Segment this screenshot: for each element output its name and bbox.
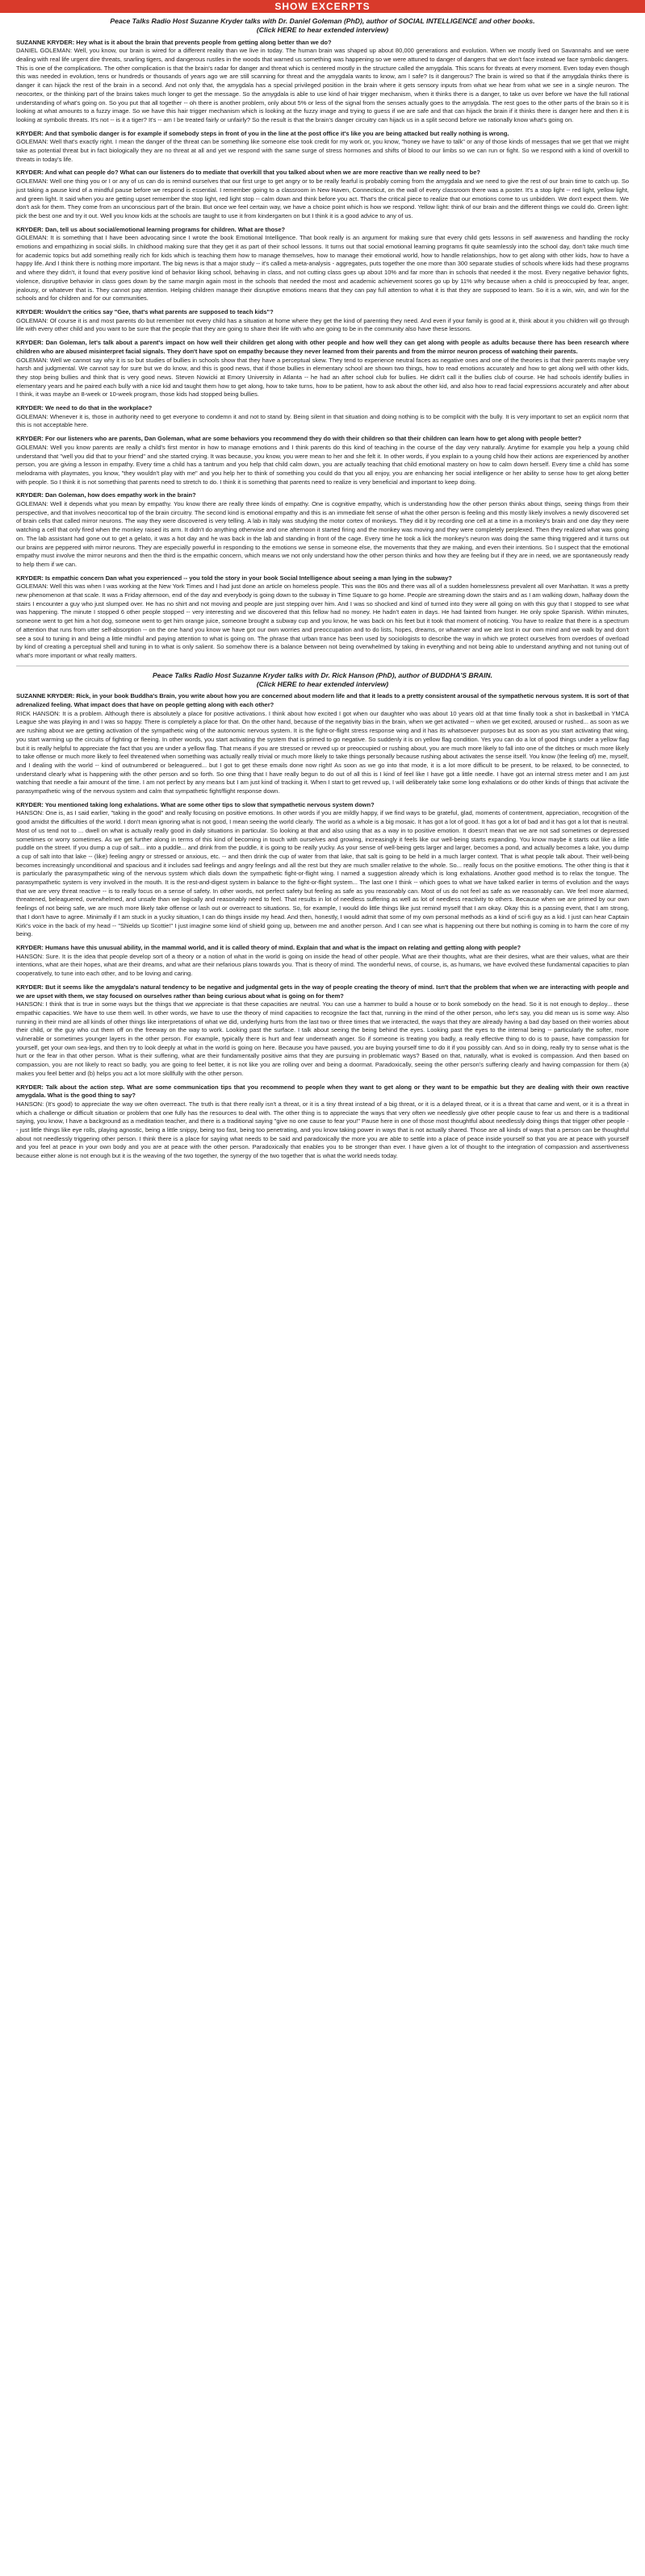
question: KRYDER: And what can people do? What can our listeners do to mediate that overkill that you talked about when we are more reactive than we really need to be?	[16, 169, 480, 177]
excerpts-content	[0, 17, 645, 1161]
answer: RICK HANSON: It is a problem. Although there is absolutely a place for positive activations. I think about how excited I got when our daughter who was about 10 years old at that time finally took a shot in basketball in YMCA League she was playing in and I was so happy. There is completely a place for that. On the other hand, because of the negativity bias in the brain, when we get activated -- when we get excited, aroused or rushed... as soon as we are rushing about we are getting activation of the sympathetic wing of the autonomic nervous system. It is the fight-or-flight stress response wing and it has its whatsoever purposes but as soon as you start activating that wing, you start warming up the circuits of fighting or fleeing. In other words, you start activating the system that is primed to go negative. So suddenly it is on yellow flag condition. Yes you can do a lot of good things under a yellow flag but it is really helpful to appreciate the fact that you are under a yellow flag. That means if you are stressed or revved up or preoccupied or rushing about, you are much more likely to fall into one of the ditches or much more likely to take offense or much more likely to feel threatened when something was actually really trivial or much more likely to take things personally because rushing about activates the sense itself. You know (the feeling of) me, myself, and I dealing with the world -- kind of outnumbered or beleaguered... but I got to get these emails done now right! As soon as we go into that mode, it is a lot more difficult to be present, to be relaxed, to be connected, to understand clearly what is happening with the other person and so forth. So one thing that I have really begun to do out of all this is I kind of feel like I have got a little needle. I have got an internal stress meter and I am just watching that needle a fair amount of the time. I am not perfect by any means but I am just kind of tracking it. When I start to get revved up, I will deliberately take some long exhalations or do other kinds of things that activate the parasympathetic wing of the nervous system and calm that sympathetic fight/flight response down.	[16, 709, 629, 795]
qa-item	[16, 944, 629, 979]
answer: HANSON: (It's good) to appreciate the way we often overreact. The truth is that there really isn't a threat, or it is a tiny threat instead of a big threat, or it is a delayed threat, or it is a threat that came and went, or it is a threat in which a challenge or difficult situation or problem that one fully has the resources to deal with. The other thing is to appreciate the ways that very often we needlessly give other people cause to fear us and there is a traditional saying, you know, I have a background as a meditation teacher, and there is a traditional saying "give no one cause to fear you!" Pause here in one of those most thoughtful about needlessly doing things that trigger other people -- just little things like eye rolls, playing agnostic, being a little snippy, being too fast, being too penetrating, and you know taking power in ways that is not actually shared. Those are all kinds of ways that a person can be thoughtful about not needlessly triggering other person. I think there is a place for saying what needs to be said and paradoxically the more you are able to settle into a place of peace inside yourself so that you are at peace with yourself and you feel at peace in your own body and you are at peace with the other person. Paradoxically that enables you to be stronger than ever. I have given a lot of thought to the integration of compassion and assertiveness because either alone is not enough but it is the weaving of the two together, the synergy of the two together that is what the world needs today.	[16, 1100, 629, 1160]
qa-item	[16, 226, 629, 303]
qa-item	[16, 339, 629, 399]
question: KRYDER: Wouldn't the critics say "Gee, that's what parents are supposed to teach kids"?	[16, 307, 274, 315]
qa-item	[16, 983, 629, 1079]
question: SUZANNE KRYDER: Rick, in your book Buddha's Brain, you write about how you are concerned about modern life and that it leads to a pretty consistent arousal of the sympathetic nervous system. It is sort of that adrenalized feeling. What impact does that have on people getting along with each other?	[16, 692, 629, 708]
question: KRYDER: But it seems like the amygdala's natural tendency to be negative and judgmental gets in the way of people creating the theory of mind. Isn't that the problem that when we are interacting with people and we are upset with them, we stay focused on ourselves rather than being curious about what is going on for them?	[16, 983, 629, 1000]
qa-item	[16, 435, 629, 486]
qa-item	[16, 491, 629, 569]
answer: GOLEMAN: Well this was when I was working at the New York Times and I had just done an article on homeless people. This was the 80s and there was all of a sudden homelessness prevalent all over Manhattan. It was a pretty new phenomenon at that scale. It was a Friday afternoon, end of the day and everybody is going down to the subway in Time Square to go home. People are streaming down the stairs and as I am walking down, halfway down the stairs I encounter a guy who just slumped over. He has no shirt and not moving and people are just stepping over him. And I was so shocked and kind of turned into they were all going on with this guy that I stopped to see what was happening. The minute I stopped 6 other people stopped -- very interesting and we discovered that this fellow had no money. He hadn't eaten in days. He had fainted from hunger. He only spoke Spanish. Within minutes, someone went to get him a hot dog, someone went to get him orange juice, someone brought a subway cup and you know, he was back on his feet but it took that moment of noticing. You have to realize that there is a spectrum of attention that runs from utter self-absorption -- on the one hand you know we have got our own worries and preoccupation and to do lists, hopes, dreams, or whatever and we are lost in our own mind and we walk by and don't see a soul to tuning in and being a little mindful and paying attention to what is going on. The phrase that urban trance has been used by sociologists to describe the way in which we protect ourselves from overdoes of overload by kind of creating a perceptual shell and tuning in to what is only salient. So somehow there is a balance between not being overwhelmed by taking in everything and not being able to understand anything and not tuning out of what's more important or what really matters.	[16, 582, 629, 659]
show-excerpts-banner: SHOW EXCERPTS	[0, 0, 645, 13]
answer: GOLEMAN: Whenever it is, those in authority need to get everyone to condemn it and not to stand by. Being silent in that situation and doing nothing is to be complicit with the bully. It is very important to set an explicit norm that this is not acceptable here.	[16, 412, 629, 429]
answer: GOLEMAN: It is something that I have been advocating since I wrote the book Emotional Intelligence. That book really is an argument for making sure that every child gets lessons in self awareness and handling the rocky emotions and empathizing in social skills. In childhood making sure that they get it as part of their school lessons. It turns out that social emotional learning programs fit quite seamlessly into the school day, don't take much time for academic topics but add something really rich for kids which is teaching them how to manage themselves, how to manage their emotional world, how to handle relationships, how to get along with other kids, how to have a happy life. And I think there is nothing more important. The big news is that a major study -- it's called a meta-analysis - aggregates, puts together the one more than 300 separate studies of schools where kids had these programs and where they didn't, it found that every positive kind of behavior liking school, behaving in class, and not cutting class goes up about 10% and far more than in schools that needed it the most. Every negative behavior fights, violence, disruptive behavior in class goes down by the same margin again most in the schools that needed the most and academic achievement scores go up by 11% why because when a child is preoccupied by fear, anger, jealousy, or whatever that is. They cannot pay attention. Helping children manage their disruptive emotions means that they can pay full attention to what it is that they are supposed to learn. So it is a win, win, and win for the schools and for children and for our communities.	[16, 234, 629, 303]
answer: GOLEMAN: Well that's exactly right. I mean the danger of the threat can be something like someone else took credit for my work or, you know, "honey we have to talk" or any of those kinds of messages that we get that we might take as potential threat but in fact biologically they are no threat at all and yet we respond with the same surge of stress hormones and shifts of blood to our limbs so we can run or fight. So we respond with a kind of overkill to threats in today's life.	[16, 138, 629, 163]
answer: GOLEMAN: Well it depends what you mean by empathy. You know there are really three kinds of empathy. One is cognitive empathy, which is understanding how the other person thinks about things, seeing things from their perspective, and that involves neocortical top of the brain circuitry. The second kind is emotional empathy and this is an immediate felt sense of what the other person is feeling and this mostly likely involves a newly discovered set of brain cells that called mirror neurons. The way they were discovered is very telling. A lab in Italy was studying the motor cortex of monkeys. They did it by recording one cell at a time in a monkey's brain and one day they were watching a cell that only fired when the monkey raised its arm. It didn't do anything otherwise and one afternoon it started firing and the monkey was moving and they were completely perplexed. Then they realized what was going on. The lab assistant had gone out to get a gelato, it was a hot day and he was back in the lab and standing in front of the cage. Every time he took a lick the monkey's neuron was doing the same thing triggered and it turns out our brains are peppered with mirror neurons. They are especially powerful in responding to the emotions we sense in someone else, the movements that they are making, and even their intentions. So I suspect that the emotional empathy must involve the mirror neurons and then the third is the empathic concern, which means we not only understand how the other person thinks and how they are feeling but if they are in need, we are spontaneously ready to help them if we can.	[16, 500, 629, 568]
qa-item	[16, 574, 629, 661]
question: KRYDER: For our listeners who are parents, Dan Goleman, what are some behaviors you recommend they do with their children so that their children can learn how to get along with people better?	[16, 435, 582, 443]
answer: GOLEMAN: Well we cannot say why it is so but studies of bullies in schools show that they have a perceptual skew. They tend to experience neutral faces as negative ones and one of the theories is that their parents maybe very harsh and judgmental. We cannot say for sure but we do know, and this is good news, that if those bullies in elementary school are shown two things, how to read emotions accurately and how to get along well with other kids, they stop being bullies and think that is very good news. Steven Nowicki at Emory University in Atlanta -- he had an after school club for bullies. He didn't call it the bullies club of course. He had schools identify bullies in elementary years and he paired each bully with a nice kid and taught them how to get along, how to take turns, how to be patient, how to ask about the other kid, and also how to read facial expressions accurately and after about I think, it was maybe an 8-week or 10-week program, those kids had stopped being bullies.	[16, 356, 629, 399]
goleman-extended-interview-link[interactable]: (Click HERE to hear extended interview)	[256, 25, 389, 34]
answer: DANIEL GOLEMAN: Well, you know, our brain is wired for a different reality than we live in today. The human brain was shaped up about 80,000 generations and evolution. When we mostly lived on Savannahs and we were dealing with real life urgent dire threats, snarling tigers, and dangerous rustles in the woods that warned us something was happening so we were attuned to danger of dangers that we don't face instead we face symbolic dangers. This is one of the complications. The other complication is that the brain's radar for danger and threat which is centered mostly in the structure called the amygdala. This scans for threats at every moment. Even today even though this was needed in evolution, tens or hundreds or thousands of years ago we are still scanning for threat and the amygdala wants to know, am I safe? Is it dangerous? The brain is wired so that if the amygdala thinks there is danger it can hijack the rest of the brain in a second. And not only that, the amygdala has a special privileged position in the brain where it gets sensory inputs from what we hear from what we see in a single neuron. The neocortex, or the thinking part of the brains takes much longer to get the message. So the amygdala is able to use kind of hair trigger mechanism, when it thinks there is a danger, to take us over before we have the full rational understanding of what's going on. So you put that all together -- oh there is another problem, only about 5% or less of the signal from the senses actually goes to the amygdala. The rest goes to the other parts of the brain so it is looking at what amounts to a fuzzy image. So we have this hair trigger mechanism which is looking at the fuzzy image and trying to guess if we are safe and that can hijack the brain if it thinks there is danger here and then it is looking at symbolic threats. It's not -- is it a tiger? It's -- am I be treated fairly or unfairly? So the result is that the brain's danger circuitry can hijack us in a split second before we rationally know what's going on.	[16, 47, 629, 123]
qa-item	[16, 308, 629, 334]
hanson-intro-text: Peace Talks Radio Host Suzanne Kryder talks with Dr. Rick Hanson (PhD), author of BUDDHA'S BRAIN.	[153, 670, 492, 679]
qa-item	[16, 39, 629, 125]
answer: HANSON: Sure. It is the idea that people develop sort of a theory or a notion of what in the world is going on inside the head of other people. What are their thoughts, what are their desires, what are their values, what are their intentions, what are their hopes, what are their dreams, and what are their nefarious plans towards you. That is theory of mind. The wonderful news, of course, is, as humans, we have evolved these fundamental capacities to plan cooperatively, to tune into each other, and to be loving and caring.	[16, 952, 629, 978]
qa-item	[16, 692, 629, 795]
question: KRYDER: Dan Goleman, let's talk about a parent's impact on how well their children get along with other people and how well they can get along with people as adults because there has been research where children who are abused misinterpret facial signals. They don't have spot on empathy because they never learned from their parents and from the mirror neuron process of watching their parents.	[16, 339, 629, 355]
qa-item	[16, 169, 629, 220]
goleman-intro	[16, 17, 629, 35]
hanson-extended-interview-link[interactable]: (Click HERE to hear extended interview)	[256, 679, 389, 688]
answer: GOLEMAN: Of course it is and most parents do but remember not every child has a situation at home where they get the kind of parenting they need. And even if your family is good at it, think about it you children will go through life with every other child and you want to be sure that the people that they are going to share their life with who are going to be in the community also have these lessons.	[16, 316, 629, 333]
answer: HANSON: One is, as I said earlier, "taking in the good" and really focusing on positive emotions. In other words if you are mildly happy, if we find ways to be grateful, glad, moments of contentment, appreciation, recognition of the good amidst the difficulties of the world. I don't mean ignoring what is not good, I mean seeing the world clearly. The world as a whole is a big mosaic. It has got a lot of good. It has got a lot of bad and it has got a lot that is neutral. Most of us tend not to ... dwell on what is actually really good in daily situations in particular. So looking at that and also using that as a way in to positive emotion. It doesn't mean that we are not sad sometimes or depressed sometimes or worry sometimes. As we get further along in terms of this kind of becoming in touch with ourselves and growing, increasingly it feels like our well-being starts expanding. You know maybe it starts out like a little puddle on the street. If you dump a cup of salt... into a puddle... and drink from the puddle, it is going to be really yucky. As your sense of well-being gets larger and larger, becomes a pond, and actually becomes a lake, you dump a cup of salt into that lake -- (like) feeling angry or stressed or anxious, etc. -- and then drink the cup of water from that lake, that salt is going to be held in a much larger context. That is what people talk about. Their well-being becomes increasingly unconditional and spacious and it includes sad feelings and angry feelings and all the rest but they are much smaller relative to the whole. So... really focus on the positive emotions. The other thing is that it is particularly the parasympathetic wing of the nervous system which dials down the sympathetic fight-or-flight wing. I named a suggestion already which is long exhalations. Another good method is to relax the tongue. The parasympathetic system is very involved in the mouth. It is the rest-and-digest system in balance to the fight-or-flight system... The last one I think -- which goes to what we have talked earlier in terms of evolution and the ways that we are very threat reactive -- is to really focus on a sense of safety. In other words, not perfect safety but feeling as safe as you reasonably can. Most of us do not feel as safe as we reasonably can. We feel more alarmed, threatened, beleaguered, overwhelmed, and unsafe than we logically and reasonably need to feel. That results in lot of needless suffering as well as lot of needless reactivity to others. Because when we are primed by our own feelings of not being safe, we are much more likely take offense or lash out or overreact to situations. So, for example, I would do little things like just remind myself that I am okay. Okay this is a passing event, that I am strong, that I don't have to agree. Minimally if I am stuck in a yucky situation, I can do things inside my head. And then, honestly, I would admit that some of my own personal methods as a kind of sci-fi guy as a kid. I just can hear Captain Kirk's voice in the back of my head -- "Shields up Scottie!" I just imagine some kind of shield going up, between me and another person. And I can see what is happening out there but nothing is coming in to harm the core of my being.	[16, 809, 629, 938]
qa-item	[16, 404, 629, 430]
question: KRYDER: Dan Goleman, how does empathy work in the brain?	[16, 491, 196, 499]
question: KRYDER: Dan, tell us about social/emotional learning programs for children. What are those?	[16, 225, 286, 233]
hanson-intro	[16, 671, 629, 689]
question: KRYDER: Is empathic concern Dan what you experienced -- you told the story in your book Social Intelligence about seeing a man lying in the subway?	[16, 574, 452, 582]
question: KRYDER: And that symbolic danger is for example if somebody steps in front of you in the line at the post office it's like you are being attacked but really nothing is wrong.	[16, 129, 509, 137]
answer: HANSON: I think that is true in some ways but the things that we appreciate is that these capacities are neutral. You can use a hammer to build a house or to bonk somebody on the head. So it is not enough to deploy... these empathic capacities. We have to use them well. In other words, we have to use the theory of mind capacities to recognize the fact that, running in the mind of the other person, who let's say, you did mean us is some way. Also running in their mind are all kinds of other things like interpretations of what we did, underlying hurts from the last two or three times that we interacted, the ways that they are already having a bad day based on their worries about their child, or the guy who cut them off on the freeway on the way to work. Looking past the surface. I talk about seeing the being behind the eyes. Looking past the eyes to the internal being -- particularly the softer, more vulnerable or sometimes younger layers in the other person. For example, typically there is hurt and fear underneath anger. So if someone is treating you badly, a really effective thing to do is to pause, have compassion for yourself, get your own sea-legs, and then try to look deeply at what in the world is going on here. Because you have paused, you are buying yourself time to do it if you possibly can. And so in doing, really try to sense what is the hurt or the fear in that other person. What is their suffering, what are their fundamentally positive aims that they are pursuing in problematic ways? Based on that, naturally, what is evoked is compassion. And then based on compassion, you are not likely to react so badly, you are going to feel better, it is not like you are rolling over and being a doormat. Paradoxically, seeing the other person's suffering clearly and having compassion for them (a) makes you feel better and (b) helps you act a lot more skillfully with the other person.	[16, 1000, 629, 1077]
answer: GOLEMAN: Well you know parents are really a child's first mentor in how to manage emotions and I think parents do this kind of teaching in the course of the day very naturally. Anytime for example you help a young child understand that "well you did that to your friend" and she started crying. It was because, you know, you were mean to her and she felt it. In other words, if you explain to a young child how their actions are experienced by another person, you are giving a lesson in empathy. Every time a child has a tantrum and you help that child calm down, you are actually teaching that child emotional mastery on how to calm down herself. Every time a child has some melodrama with playmates, you know, "they wouldn't play with me" and you help her to think of something you could do that you all enjoy, you are enhancing her social intelligence or her ability to sense how to get along better with people. So I think it is not something that parents need to stretch to do. I think it is something that parents need to realize is very beneficial and important to keep doing.	[16, 443, 629, 486]
question: KRYDER: Talk about the action step. What are some communication tips that you recommend to people when they want to get along or they want to be empathic but they are dealing with their own reactive amygdala. What is the good thing to say?	[16, 1083, 629, 1100]
qa-item	[16, 801, 629, 939]
question: KRYDER: Humans have this unusual ability, in the mammal world, and it is called theory of mind. Explain that and what is the impact on relating and getting along with people?	[16, 943, 521, 951]
question: SUZANNE KRYDER: Hey what is it about the brain that prevents people from getting along better than we do?	[16, 38, 332, 46]
goleman-intro-text: Peace Talks Radio Host Suzanne Kryder talks with Dr. Daniel Goleman (PhD), author of SOCIAL INTELLIGENCE and other books.	[110, 17, 535, 25]
qa-item	[16, 1083, 629, 1161]
qa-item	[16, 130, 629, 165]
question: KRYDER: We need to do that in the workplace?	[16, 404, 153, 412]
question: KRYDER: You mentioned taking long exhalations. What are some other tips to slow that sympathetic nervous system down?	[16, 800, 375, 808]
answer: GOLEMAN: Well one thing you or I or any of us can do is remind ourselves that our first urge to get angry or to be really fearful is probably coming from the amygdala and we need to give the rest of our brain time to catch up. So just taking a pause kind of a mindful pause before we respond is essential. I remember going to a classroom in New Haven, Connecticut, on the wall of every classroom there was a poster. It's a stop light -- red light, yellow light, and green light. It said when you are getting upset remember the stop light, red light stop -- calm down and think before you act. That's the critical piece to realize that our emotions come to us unbidden. We don't expect them. We don't ask for them. They come from an unconscious part of the brain. But once we feel certain way, we have a choice point which is how we respond. Yellow light: think of our brain and the different things we could do. Green light: pick the best one and try it out. Well you know kids at the schools are taught to use it from kindergarten on but I think it is a good advice to any of us.	[16, 177, 629, 219]
